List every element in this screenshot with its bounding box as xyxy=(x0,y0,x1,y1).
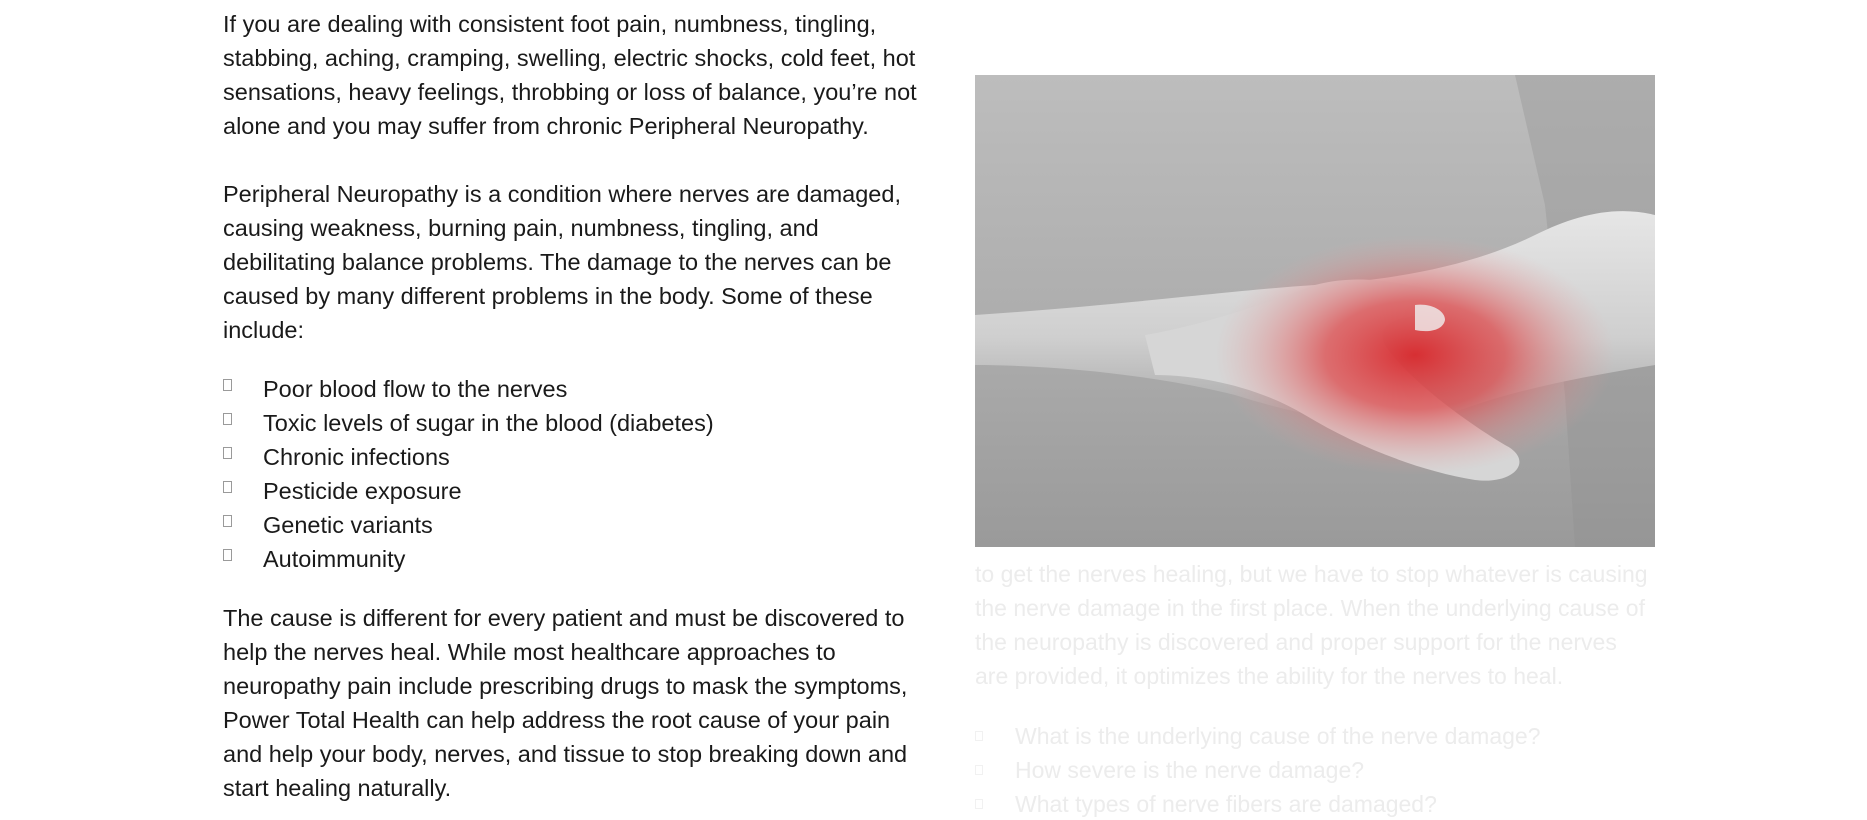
closing-paragraph: The cause is different for every patient and must be discovered to help the nerves heal. While most healthcare approaches to neuropathy pain include prescribing drugs to mask the symptoms, Power Total Health can help address the root cause of your pain and help your body, nerves, and tissue to stop breaking down and start healing naturally. xyxy=(223,605,908,801)
bullet-box-icon xyxy=(223,549,232,561)
list-item-label: Chronic infections xyxy=(263,444,450,470)
list-item-label: Autoimmunity xyxy=(263,546,406,572)
question-label: What types of nerve fibers are damaged? xyxy=(1015,791,1437,817)
faded-continuation-text xyxy=(975,557,1655,820)
bullet-box-icon xyxy=(975,731,983,741)
bullet-box-icon xyxy=(975,799,983,809)
list-item xyxy=(975,719,1655,753)
arm-pain-photo xyxy=(975,75,1655,547)
arm-pain-illustration xyxy=(975,75,1655,547)
bullet-box-icon xyxy=(223,515,232,527)
list-item xyxy=(223,474,923,508)
questions-list xyxy=(975,719,1655,820)
list-item xyxy=(223,440,923,474)
intro-paragraph-2: Peripheral Neuropathy is a condition where nerves are damaged, causing weakness, burning pain, numbness, tingling, and debilitating balance problems. The damage to the nerves can be caused by many different problems in the body. Some of these include: xyxy=(223,181,901,343)
question-label: What is the underlying cause of the nerve damage? xyxy=(1015,723,1541,749)
bullet-box-icon xyxy=(223,379,232,391)
list-item xyxy=(223,542,923,576)
faded-paragraph: to get the nerves healing, but we have to stop whatever is causing the nerve damage in the first place. When the underlying cause of the neuropathy is discovered and proper support for the nerves are provided, it optimizes the ability for the nerves to heal. xyxy=(975,561,1648,689)
list-item xyxy=(223,508,923,542)
list-item-label: Toxic levels of sugar in the blood (diabetes) xyxy=(263,410,714,436)
list-item xyxy=(975,787,1655,820)
article-left-column xyxy=(223,7,923,805)
list-item-label: Genetic variants xyxy=(263,512,433,538)
bullet-box-icon xyxy=(223,481,232,493)
causes-list xyxy=(223,372,923,576)
bullet-box-icon xyxy=(975,765,983,775)
list-item-label: Poor blood flow to the nerves xyxy=(263,376,568,402)
question-label: How severe is the nerve damage? xyxy=(1015,757,1365,783)
article-right-column xyxy=(975,75,1655,820)
bullet-box-icon xyxy=(223,447,232,459)
list-item-label: Pesticide exposure xyxy=(263,478,462,504)
bullet-box-icon xyxy=(223,413,232,425)
list-item xyxy=(223,372,923,406)
list-item xyxy=(975,753,1655,787)
list-item xyxy=(223,406,923,440)
intro-paragraph-1: If you are dealing with consistent foot pain, numbness, tingling, stabbing, aching, cramping, swelling, electric shocks, cold feet, hot sensations, heavy feelings, throbbing or loss of balance, you’re not alone and you may suffer from chronic Peripheral Neuropathy. xyxy=(223,11,917,139)
